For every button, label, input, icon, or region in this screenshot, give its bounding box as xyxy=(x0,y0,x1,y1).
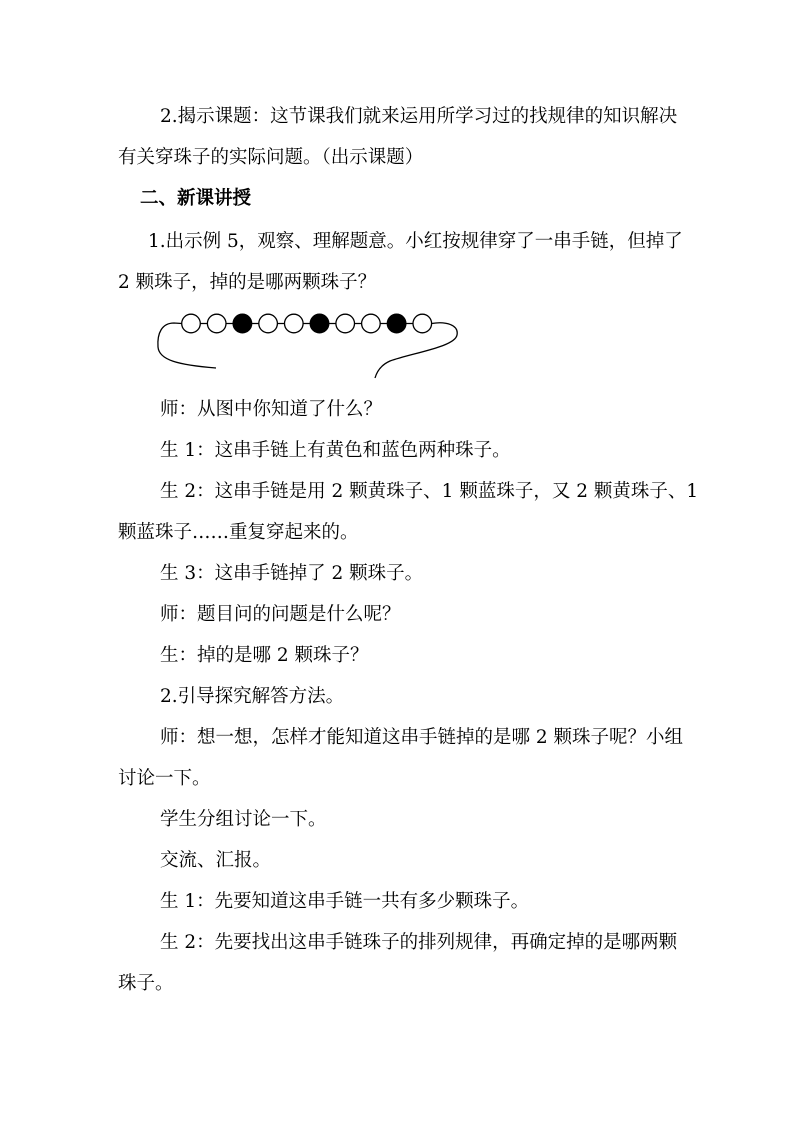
section-heading xyxy=(118,178,688,219)
text-line: 生 2：这串手链是用 2 颗黄珠子、1 颗蓝珠子，又 2 颗黄珠子、1 xyxy=(160,481,699,502)
text-line: 颗蓝珠子……重复穿起来的。 xyxy=(118,522,359,543)
paragraph-example xyxy=(118,221,688,303)
paragraph-student-1 xyxy=(118,430,688,471)
text-line: 珠子。 xyxy=(118,973,174,994)
filled-bead xyxy=(233,314,252,333)
paragraph-student-answer xyxy=(118,635,688,676)
bracelet-figure xyxy=(150,303,470,389)
paragraph-student-3 xyxy=(118,553,688,594)
hollow-bead xyxy=(413,314,432,333)
text-line: 2 颗珠子，掉的是哪两颗珠子？ xyxy=(118,272,377,293)
paragraph-teacher-question xyxy=(118,389,688,430)
text-line: 学生分组讨论一下。 xyxy=(160,809,327,830)
paragraph-teacher-think xyxy=(118,717,688,799)
hollow-bead xyxy=(336,314,355,333)
paragraph-group-discussion xyxy=(118,799,688,840)
paragraph-teacher-question-2 xyxy=(118,594,688,635)
text-line: 1.出示例 5，观察、理解题意。小红按规律穿了一串手链，但掉了 xyxy=(148,231,683,252)
paragraph-student-2-answer xyxy=(118,922,688,1004)
bracelet-figure-block xyxy=(118,303,688,389)
hollow-bead xyxy=(362,314,381,333)
text-line: 生 3：这串手链掉了 2 颗珠子。 xyxy=(160,563,424,584)
text-line: 2.引导探究解答方法。 xyxy=(160,686,345,707)
text-line: 生 1：这串手链上有黄色和蓝色两种珠子。 xyxy=(160,440,511,461)
paragraph-student-1-answer xyxy=(118,881,688,922)
heading-text: 二、新课讲授 xyxy=(140,188,252,209)
paragraph-guide-method xyxy=(118,676,688,717)
text-line: 生 1：先要知道这串手链一共有多少颗珠子。 xyxy=(160,891,530,912)
text-line: 师：题目问的问题是什么呢？ xyxy=(160,604,401,625)
text-line: 讨论一下。 xyxy=(118,768,211,789)
text-line: 师：从图中你知道了什么？ xyxy=(160,399,383,420)
text-line: 有关穿珠子的实际问题。（出示课题） xyxy=(118,147,424,168)
hollow-bead xyxy=(182,314,201,333)
hollow-bead xyxy=(285,314,304,333)
paragraph-reveal-topic xyxy=(118,96,688,178)
hollow-bead xyxy=(259,314,278,333)
paragraph-report xyxy=(118,840,688,881)
text-line: 师：想一想，怎样才能知道这串手链掉的是哪 2 颗珠子呢？小组 xyxy=(160,727,684,748)
text-line: 生 2：先要找出这串手链珠子的排列规律，再确定掉的是哪两颗 xyxy=(160,932,678,953)
text-line: 2.揭示课题：这节课我们就来运用所学习过的找规律的知识解决 xyxy=(160,106,678,127)
hollow-bead xyxy=(207,314,226,333)
paragraph-student-2 xyxy=(118,471,699,553)
filled-bead xyxy=(310,314,329,333)
filled-bead xyxy=(387,314,406,333)
text-line: 交流、汇报。 xyxy=(160,850,272,871)
text-line: 生：掉的是哪 2 颗珠子？ xyxy=(160,645,369,666)
lesson-text xyxy=(118,96,699,1004)
